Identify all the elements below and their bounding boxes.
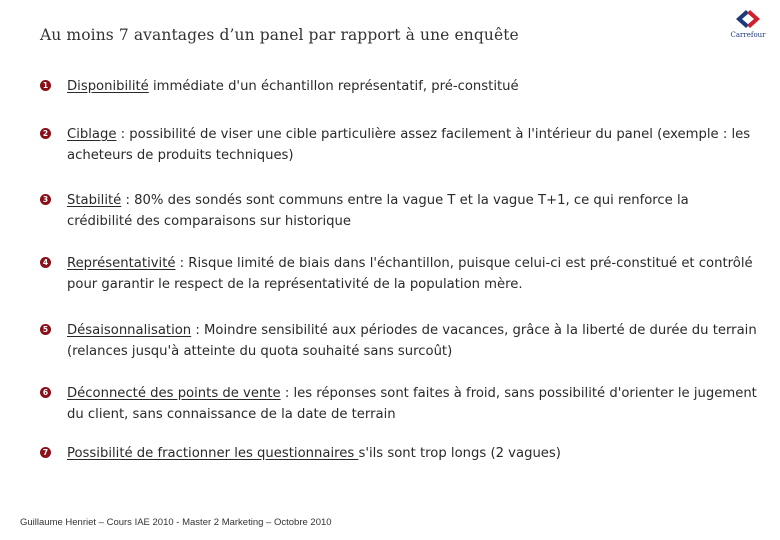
number-badge-label: 4 (42, 258, 49, 267)
number-badge-label: 1 (42, 81, 49, 90)
item-term: Disponibilité (67, 79, 149, 94)
item-term: Stabilité (67, 193, 122, 208)
item-term: Désaisonnalisation (67, 323, 192, 338)
item-term: Possibilité de fractionner les questionnaires (67, 446, 359, 461)
item-term: Ciblage (67, 127, 117, 142)
number-badge (40, 257, 51, 268)
number-badge-label: 5 (42, 325, 49, 334)
item-description: immédiate d'un échantillon représentatif, pré-constitué (148, 79, 519, 94)
item-description: : Moindre sensibilité aux périodes de vacances, grâce à la liberté de durée du terrain (relances jusqu'à atteinte du quota souhaité sans surcoût) (67, 323, 757, 359)
item-text (67, 124, 757, 166)
logo-wordmark: Carrefour (730, 31, 766, 39)
item-description: s'ils sont trop longs (2 vagues) (358, 446, 561, 461)
slide-footer: Guillaume Henriet – Cours IAE 2010 - Master 2 Marketing – Octobre 2010 (20, 517, 332, 528)
number-badge-label: 3 (42, 195, 49, 204)
number-badge (40, 80, 51, 91)
number-badge (40, 324, 51, 335)
item-text (67, 76, 757, 97)
item-text (67, 383, 757, 425)
item-text (67, 443, 757, 464)
number-badge-label: 7 (42, 448, 49, 457)
slide-title: Au moins 7 avantages d’un panel par rapport à une enquête (40, 26, 519, 44)
number-badge-label: 2 (42, 129, 49, 138)
item-text (67, 320, 757, 362)
number-badge-label: 6 (42, 388, 49, 397)
item-term: Déconnecté des points de vente (67, 386, 281, 401)
item-text (67, 190, 757, 232)
item-term: Représentativité (67, 256, 176, 271)
item-description: : 80% des sondés sont communs entre la vague T et la vague T+1, ce qui renforce la crédibilité des comparaisons sur historique (67, 193, 689, 229)
number-badge (40, 387, 51, 398)
number-badge (40, 128, 51, 139)
item-text (67, 253, 757, 295)
item-description: : possibilité de viser une cible particulière assez facilement à l'intérieur du panel (exemple : les acheteurs de produits techniques) (67, 127, 751, 163)
item-description: : Risque limité de biais dans l'échantillon, puisque celui-ci est pré-constitué et contrôlé pour garantir le respect de la représentativité de la population mère. (67, 256, 753, 292)
number-badge (40, 194, 51, 205)
number-badge (40, 447, 51, 458)
item-description: : les réponses sont faites à froid, sans possibilité d'orienter le jugement du client, sans connaissance de la date de terrain (67, 386, 757, 422)
